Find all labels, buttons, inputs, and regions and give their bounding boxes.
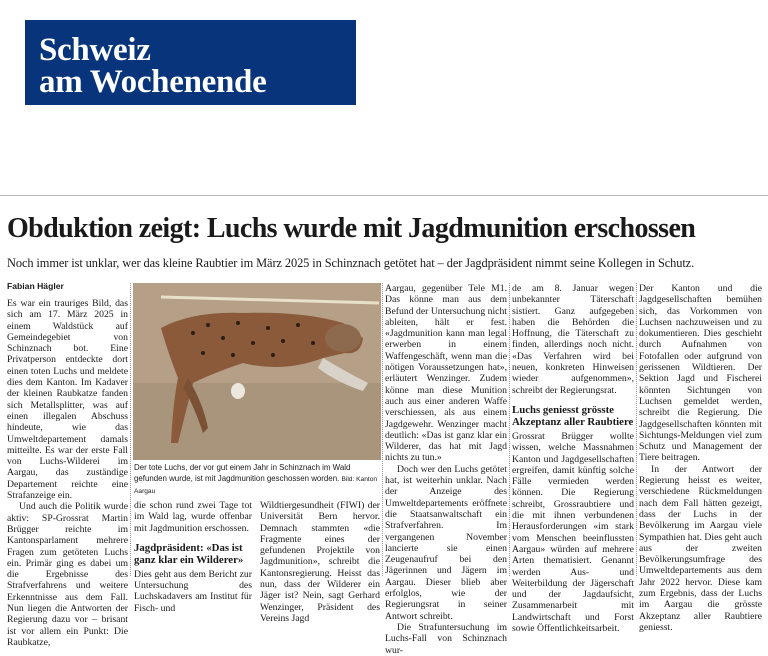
article-column-5 [512, 283, 634, 634]
subheading: Luchs geniesst grösste Akzeptanz aller Raubtiere [512, 403, 634, 428]
paragraph: Es war ein trauriges Bild, das sich am 17. März 2025 in einem Waldstück auf Gemeindegebiet von Schinznach bot. Eine Privatperson entdeckte dort einen toten Luchs und meldete dies dem Kanton. Im Kadaver der kleinen Raubkatze fanden sich Metallsplitter, was auf einen illegalen Abschuss hindeute, wie das Umweltdepartement damals mitteilte. Es war der erste Fall von Luchs-Wilderei im Aargau, das zuständige Departement reichte eine Strafanzeige ein. [7, 298, 128, 502]
masthead-line1: Schweiz [39, 32, 151, 68]
paragraph: Doch wer den Luchs getötet hat, ist weiterhin unklar. Nach der Anzeige des Umweltdepartements eröffnete die Staatsanwaltschaft ein Strafverfahren. Im vergangenen November lancierte sie einen Zeugenaufruf bei den Jägerinnen und Jägern im Aargau. Dieser blieb aber erfolglos, wie der Regierungsrat in seiner Antwort schreibt. [385, 463, 507, 622]
article-column-4 [385, 283, 507, 656]
article-column-6 [639, 283, 762, 633]
paragraph: die schon rund zwei Tage tot im Wald lag, wurde offenbar mit Jagdmunition erschossen. [134, 500, 252, 534]
paragraph: Und auch die Politik wurde aktiv: SP-Grossrat Martin Brügger reichte im Kantonsparlament mehrere Fragen zum getöteten Luchs ein. Primär ging es dabei um die Ergebnisse des Strafverfahrens und weitere Erkenntnisse aus dem Fall. Nun liegen die Antworten der Regierung dazu vor – brisant ist vor allem ein Punkt: Die Raubkatze, [7, 501, 128, 648]
subheading: Jagdpräsident: «Das ist ganz klar ein Wilderer» [134, 541, 244, 566]
article-headline: Obduktion zeigt: Luchs wurde mit Jagdmunition erschossen [7, 213, 696, 244]
column-divider [636, 283, 637, 576]
lynx-photo [133, 283, 381, 460]
article-subtitle: Noch immer ist unklar, wer das kleine Raubtier im März 2025 in Schinznach getötet hat – der Jagdpräsident nimmt seine Kollegen in Schutz. [7, 256, 695, 270]
article-column-3 [260, 500, 380, 624]
paragraph: Der Kanton und die Jagdgesellschaften bemühen sich, das Vorkommen von Luchsen nachzuweisen und zu dokumentieren. Dies geschieht durch Aufnahmen von Fotofallen oder aufgrund von gerissenen Wildtieren. Der Sektion Jagd und Fischerei könnten Sichtungen von Luchsen gemeldet werden, schreibt die Regierung. Die Jagdgesellschaften könnten mit Sichtungs-Meldungen viel zum Schutz und Management der Tiere beitragen. [639, 283, 762, 464]
paragraph: Die Strafuntersuchung im Luchs-Fall von Schinznach wur- [385, 621, 507, 656]
paragraph: Dies geht aus dem Bericht zur Untersuchung des Luchskadavers am Institut für Fisch- und [134, 568, 252, 614]
paragraph: Aargau, gegenüber Tele M1. Das könne man aus dem Befund der Untersuchung nicht ableiten, hält er fest. «Jagdmunition kann man legal erwerben in einem Waffengeschäft, wenn man die nötigen Voraussetzungen hat», erläutert Wenzinger. Zudem könne man diese Munition auch aus einer anderen Waffe verschiessen, als aus einem Jagdgewehr. Wenzinger macht deutlich: «Das ist ganz klar ein Wilderer, das hat mit Jagd nichts zu tun.» [385, 283, 507, 464]
photo-credit: Bild: Kanton Aargau [134, 476, 378, 495]
column-divider [130, 283, 131, 576]
column-divider [382, 283, 383, 576]
paragraph: Wildtiergesundheit (FIWI) der Universität Bern hervor. Demnach stammten «die Fragmente eines der gefundenen Projektile von Jagdmunition», schreibt die Kantonsregierung. Heisst das nun, dass der Wilderer ein Jäger ist? Nein, sagt Gerhard Wenzinger, Präsident des Vereins Jagd [260, 500, 380, 624]
section-divider [0, 195, 768, 196]
column-divider [509, 283, 510, 576]
masthead-line2: am Wochenende [39, 64, 267, 100]
paragraph: de am 8. Januar wegen unbekannter Täterschaft sistiert. Ganz aufgegeben haben die Behörden die Hoffnung, die Täterschaft zu finden, allerdings noch nicht. «Das Verfahren wird bei neuen, konkreten Hinweisen wieder aufgenommen», schreibt der Regierungsrat. [512, 283, 634, 396]
caption-text: Der tote Luchs, der vor gut einem Jahr in Schinznach im Wald gefunden wurde, ist mit Jagdmunition geschossen worden. [134, 463, 351, 483]
article-column-1 [7, 298, 128, 648]
article-column-2 [134, 479, 252, 614]
author-byline: Fabian Hägler [7, 281, 64, 291]
paragraph: In der Antwort der Regierung heisst es weiter, verschiedene Rückmeldungen nach dem Fall hätten gezeigt, dass der Luchs in der Bevölkerung im Aargau viele Sympathien hat. Dies geht auch aus der zweiten Bevölkerungsumfrage des Umweltdepartements aus dem Jahr 2022 hervor. Diese kam zum Ergebnis, dass der Luchs im Aargau die grösste Akzeptanz aller Raubtiere geniesst. [639, 463, 762, 633]
masthead-logo [25, 20, 356, 105]
paragraph: Grossrat Brügger wollte wissen, welche Massnahmen Kanton und Jagdgesellschaften ergreifen, damit künftig solche Fälle vermieden werden können. Die Regierung schreibt, Grossraubtiere und die mit ihnen verbundenen Herausforderungen «im stark vom Menschen beeinflussten Aargau» würden auf mehrere Arten thematisiert. Genannt werden Aus- und Weiterbildung der Jägerschaft und der Jagdaufsicht, Zusammenarbeit mit Landwirtschaft und Forst sowie Öffentlichkeitsarbeit. [512, 430, 634, 635]
